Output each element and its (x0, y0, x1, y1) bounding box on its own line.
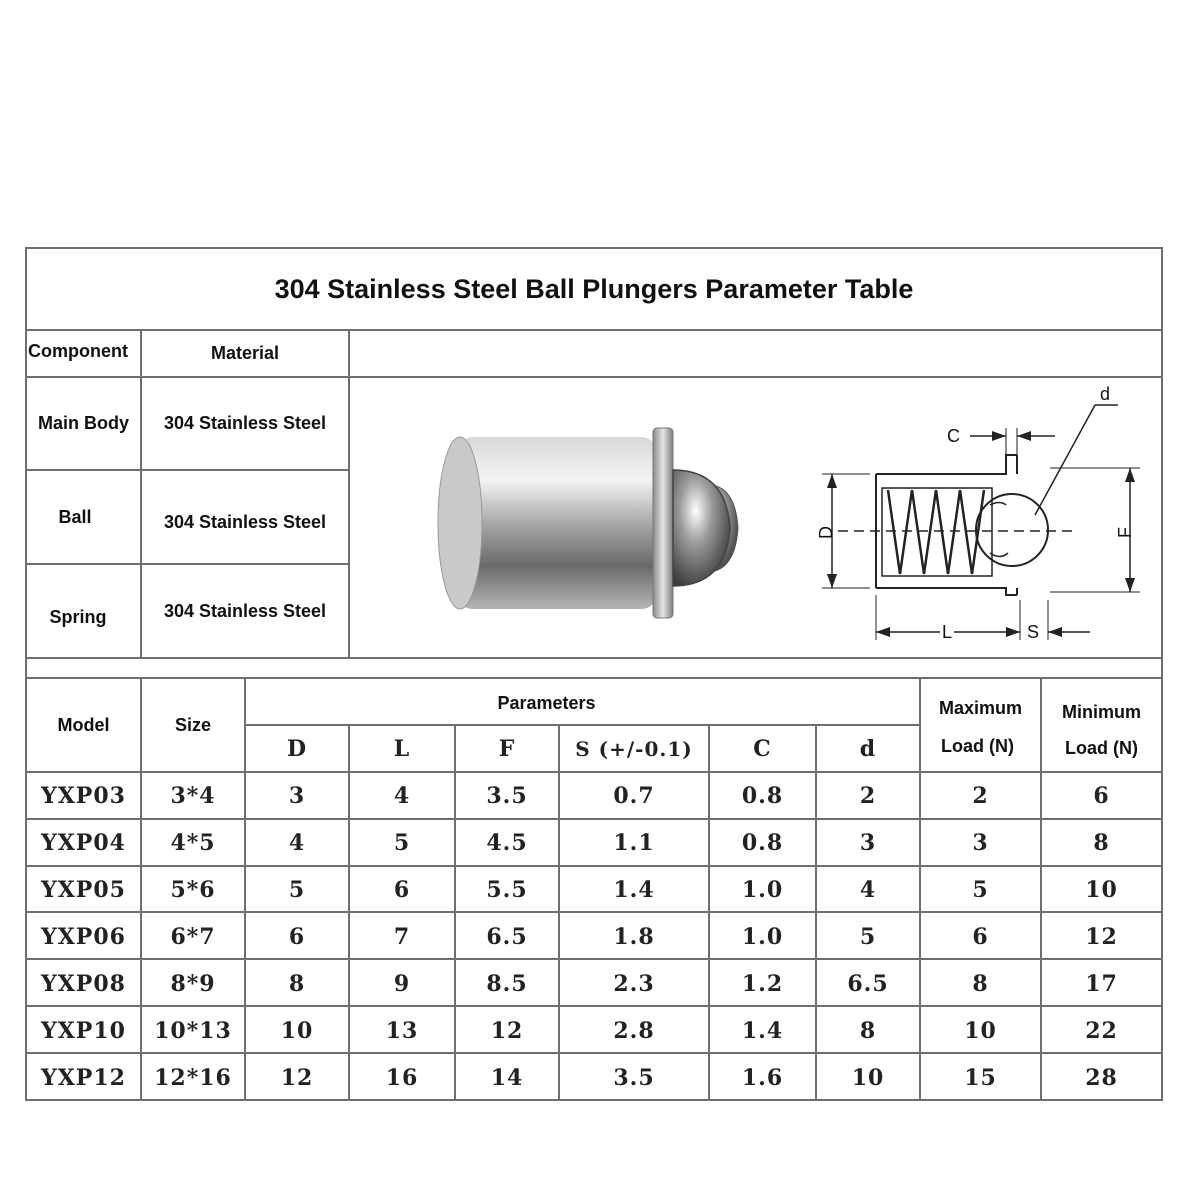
cell-l: 13 (385, 1017, 419, 1044)
cell-s: 1.4 (613, 876, 655, 903)
cell-size: 8*9 (170, 970, 216, 997)
cell-d: 4 (859, 876, 877, 903)
cell-min: 17 (1085, 970, 1118, 997)
cell-max: 6 (972, 923, 989, 950)
plunger-drawing (822, 405, 1140, 640)
cell-max: 3 (972, 829, 989, 856)
cell-model: YXP06 (41, 923, 126, 950)
cell-d: 8 (859, 1017, 877, 1044)
param-header-l: L (393, 735, 411, 762)
component-ball: Ball (58, 506, 92, 527)
cell-max: 5 (972, 876, 989, 903)
max-load-header-2: Load (N) (941, 735, 1014, 756)
cell-model: YXP10 (41, 1017, 126, 1044)
cell-size: 10*13 (154, 1017, 232, 1044)
cell-d: 2 (859, 782, 877, 809)
cell-d: 5 (859, 923, 877, 950)
max-load-header-1: Maximum (938, 697, 1023, 718)
cell-s: 1.1 (613, 829, 655, 856)
cell-l: 6 (393, 876, 411, 903)
param-header-f: F (498, 735, 516, 762)
param-header-d: d (859, 735, 877, 762)
cell-c: 1.4 (741, 1017, 784, 1044)
plunger-photo (438, 428, 738, 618)
cell-d: 3 (859, 829, 877, 856)
cell-c: 1.0 (741, 876, 784, 903)
component-spring: Spring (49, 606, 107, 627)
cell-model: YXP03 (41, 782, 126, 809)
cell-f: 6.5 (486, 923, 528, 950)
drawing-arrows (827, 431, 1135, 637)
component-main-body: Main Body (37, 413, 129, 433)
cell-s: 2.8 (613, 1017, 655, 1044)
cell-f: 12 (490, 1017, 524, 1044)
cell-model: YXP04 (41, 829, 126, 856)
cell-max: 15 (964, 1064, 997, 1091)
cell-max: 10 (964, 1017, 997, 1044)
cell-s: 2.3 (613, 970, 655, 997)
cell-size: 4*5 (170, 829, 216, 856)
cell-c: 0.8 (741, 829, 784, 856)
param-header-c: C (753, 735, 772, 762)
material-main-body: 304 Stainless Steel (163, 413, 327, 433)
cell-f: 4.5 (486, 829, 528, 856)
parameters-header: Parameters (497, 692, 596, 713)
cell-d: 4 (288, 829, 306, 856)
cell-l: 16 (385, 1064, 419, 1091)
cell-c: 1.0 (741, 923, 784, 950)
cell-f: 14 (490, 1064, 524, 1091)
cell-max: 2 (972, 782, 989, 809)
cell-f: 5.5 (486, 876, 528, 903)
cell-size: 6*7 (170, 923, 216, 950)
cell-model: YXP12 (41, 1064, 126, 1091)
cell-d: 6 (288, 923, 306, 950)
cell-s: 3.5 (613, 1064, 655, 1091)
cell-s: 1.8 (613, 923, 655, 950)
cell-d: 8 (288, 970, 306, 997)
dim-label-f: F (1115, 527, 1135, 538)
cell-d: 5 (288, 876, 306, 903)
cell-c: 1.6 (741, 1064, 784, 1091)
cell-size: 5*6 (170, 876, 216, 903)
cell-d: 3 (288, 782, 306, 809)
cell-f: 3.5 (486, 782, 528, 809)
cell-min: 6 (1093, 782, 1110, 809)
cell-f: 8.5 (486, 970, 528, 997)
param-header-d-upper: D (286, 735, 308, 762)
cell-max: 8 (972, 970, 989, 997)
cell-size: 12*16 (154, 1064, 232, 1091)
material-ball: 304 Stainless Steel (163, 511, 327, 532)
size-header: Size (174, 714, 212, 735)
cell-c: 0.8 (741, 782, 784, 809)
cell-min: 28 (1085, 1064, 1118, 1091)
dim-label-d-upper: D (816, 526, 836, 539)
min-load-header-2: Load (N) (1065, 737, 1138, 758)
cell-min: 8 (1093, 829, 1110, 856)
dim-label-l: L (942, 622, 953, 642)
cell-s: 0.7 (613, 782, 655, 809)
cell-c: 1.2 (741, 970, 784, 997)
dim-label-s: S (1027, 622, 1040, 642)
cell-min: 10 (1085, 876, 1118, 903)
cell-d: 12 (280, 1064, 314, 1091)
cell-l: 4 (393, 782, 411, 809)
material-spring: 304 Stainless Steel (163, 600, 327, 621)
cell-model: YXP08 (41, 970, 126, 997)
model-header: Model (57, 714, 110, 735)
cell-min: 22 (1085, 1017, 1118, 1044)
cell-model: YXP05 (41, 876, 126, 903)
material-header: Material (210, 343, 280, 363)
cell-min: 12 (1085, 923, 1118, 950)
min-load-header-1: Minimum (1062, 701, 1141, 722)
dim-label-c: C (947, 426, 960, 446)
cell-size: 3*4 (170, 782, 216, 809)
param-header-s: S (+/-0.1) (575, 736, 693, 761)
cell-l: 9 (393, 970, 411, 997)
cell-l: 7 (393, 923, 411, 950)
dim-label-d: d (1100, 384, 1111, 404)
component-header: Component (28, 341, 128, 361)
cell-d: 6.5 (847, 970, 889, 997)
cell-d: 10 (851, 1064, 885, 1091)
cell-d: 10 (280, 1017, 314, 1044)
page-title: 304 Stainless Steel Ball Plungers Parameter Table (274, 273, 914, 304)
cell-l: 5 (393, 829, 411, 856)
